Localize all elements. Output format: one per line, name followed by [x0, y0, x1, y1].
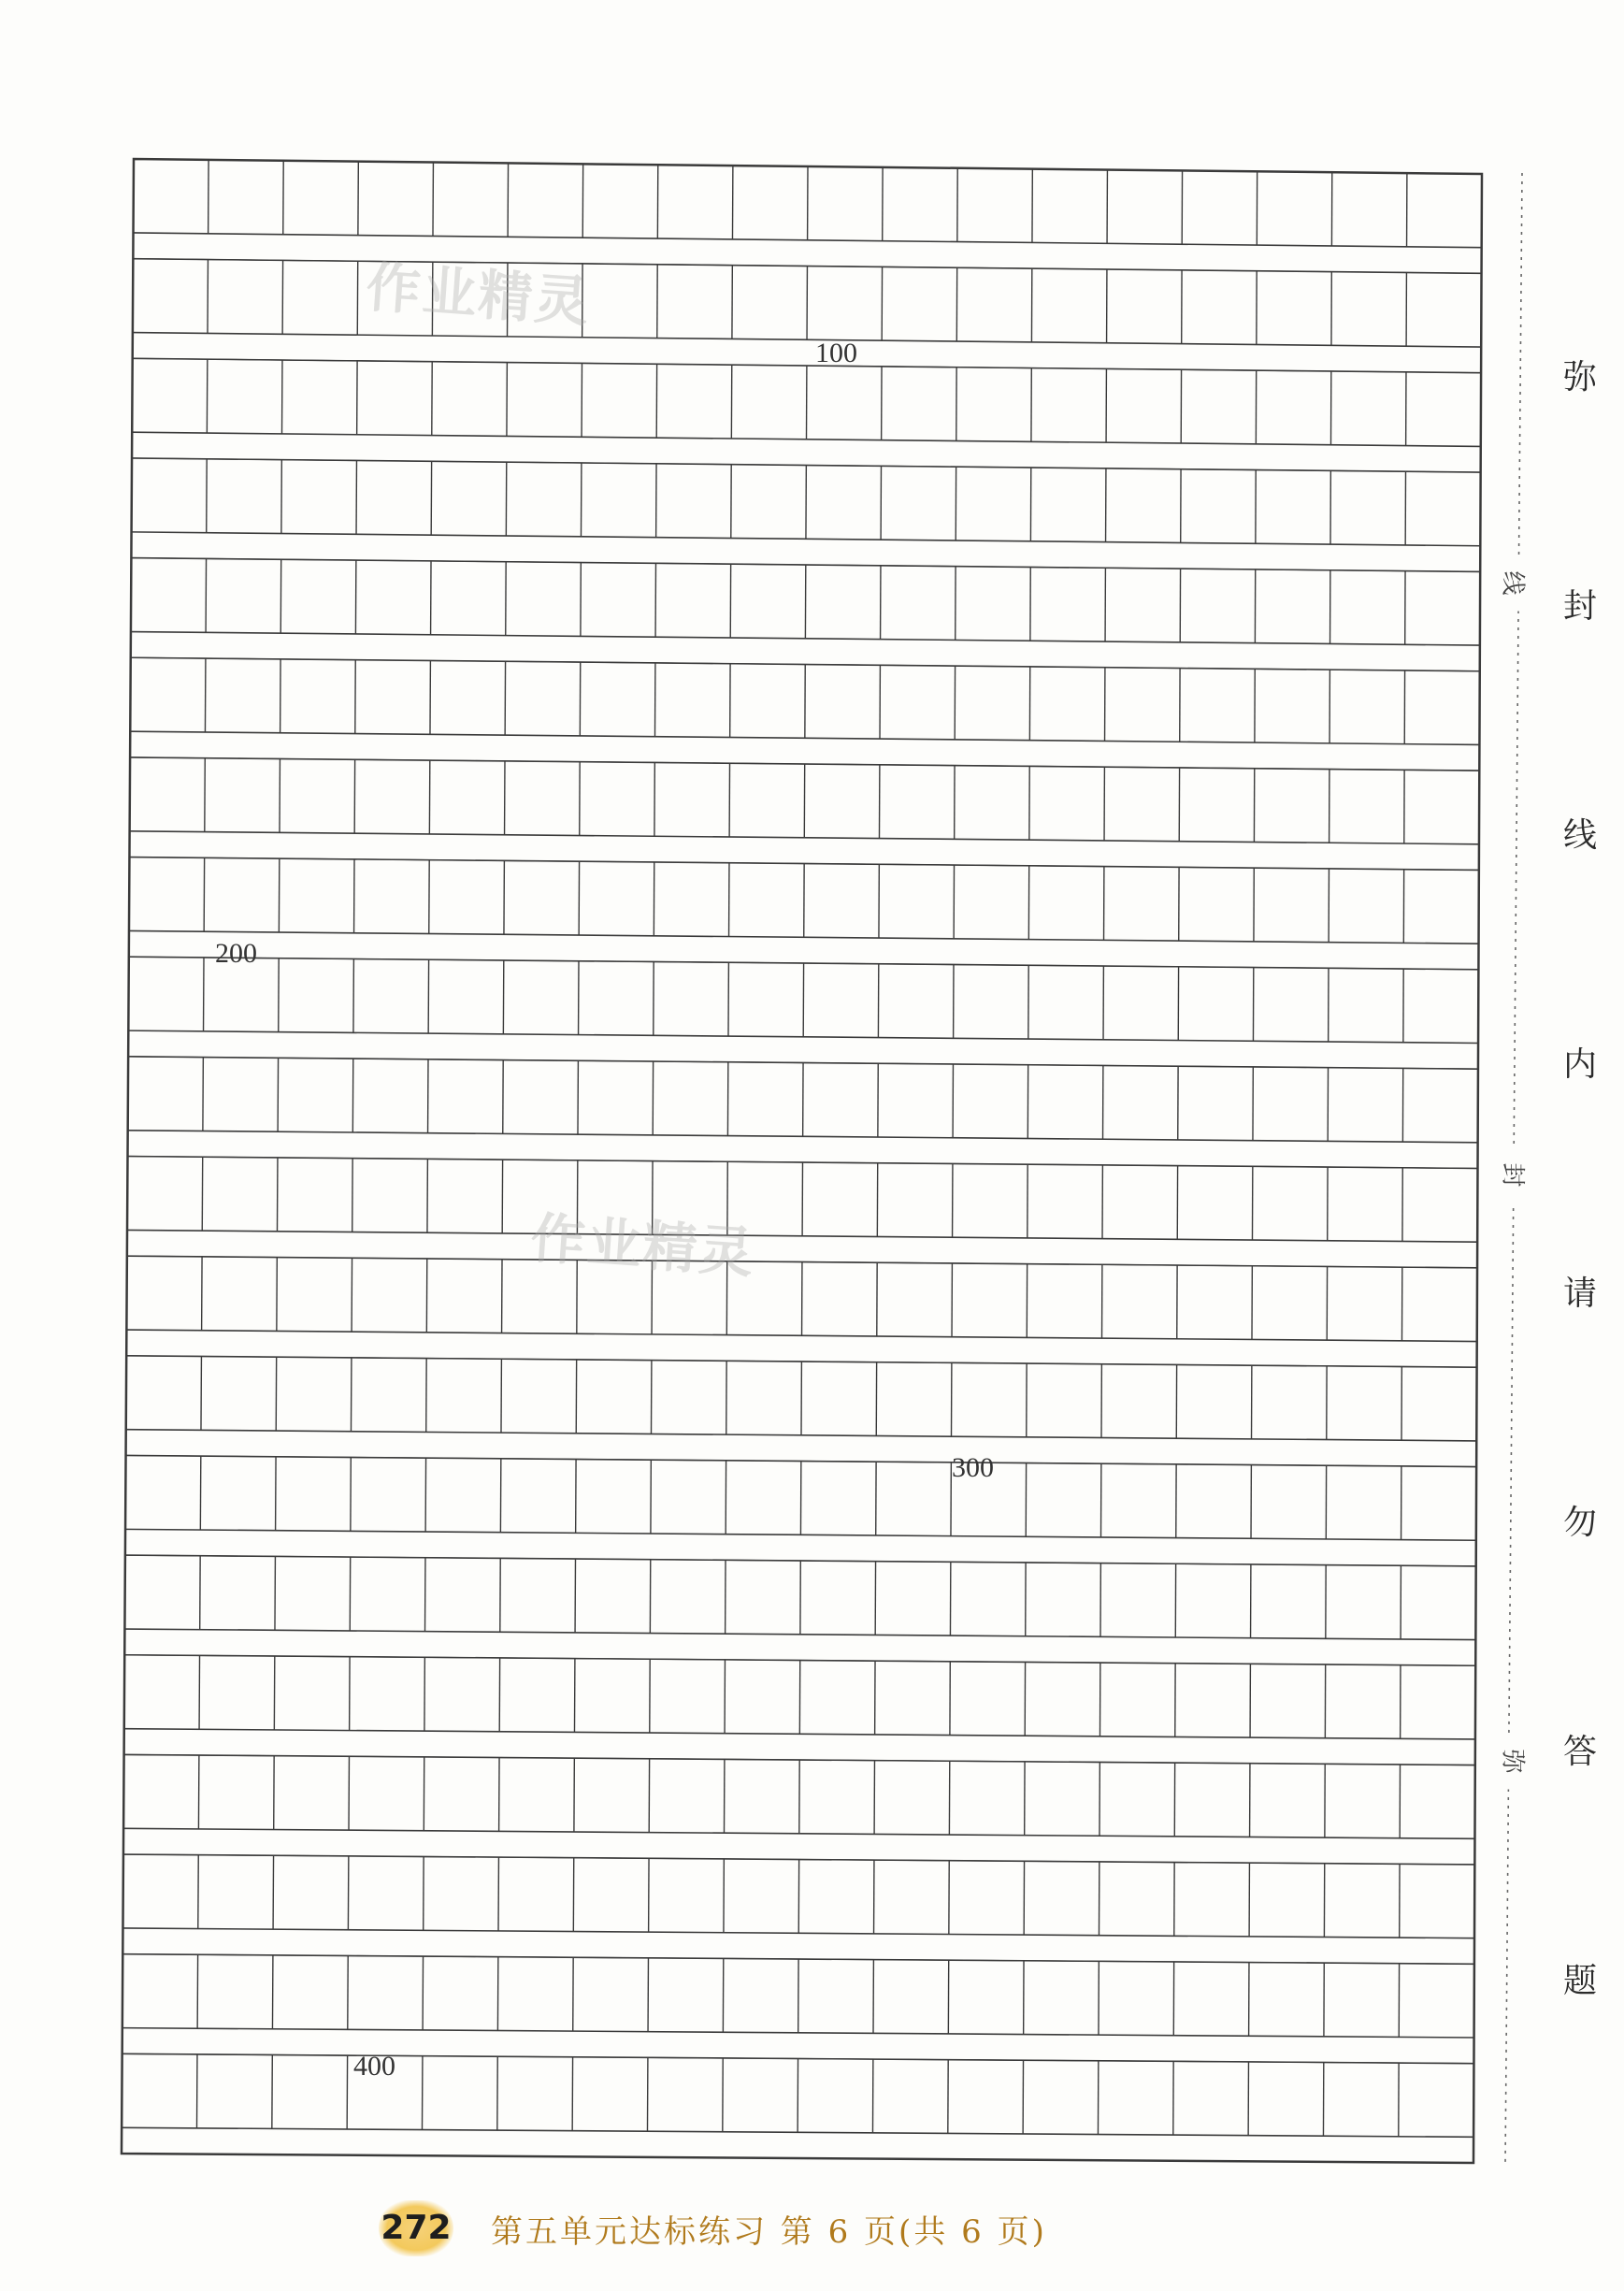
- notice-char: 弥: [1562, 358, 1597, 396]
- notice-char: 勿: [1562, 1504, 1597, 1542]
- count-marker-100: 100: [815, 338, 857, 368]
- watermark: 作业精灵: [528, 1205, 757, 1286]
- seal-line-char: 封: [1498, 1147, 1532, 1203]
- seal-notice: [1552, 0, 1608, 2291]
- notice-char: 题: [1562, 1962, 1597, 2000]
- count-marker-400: 400: [353, 2051, 395, 2082]
- notice-char: 请: [1562, 1275, 1597, 1313]
- watermark: 作业精灵: [364, 254, 593, 335]
- seal-line-char: 线: [1498, 555, 1532, 612]
- seal-line: [1487, 0, 1543, 2291]
- notice-char: 封: [1562, 587, 1597, 626]
- seal-line-char: 弥: [1498, 1734, 1532, 1790]
- count-marker-300: 300: [952, 1452, 994, 1483]
- page-number: 272: [379, 2200, 453, 2256]
- page-footer: [379, 2196, 1047, 2261]
- notice-char: 内: [1562, 1045, 1597, 1084]
- notice-char: 线: [1562, 816, 1597, 855]
- notice-char: 答: [1562, 1733, 1597, 1771]
- count-marker-200: 200: [215, 938, 257, 969]
- footer-title: 第五单元达标练习 第 6 页(共 6 页): [491, 2212, 1047, 2251]
